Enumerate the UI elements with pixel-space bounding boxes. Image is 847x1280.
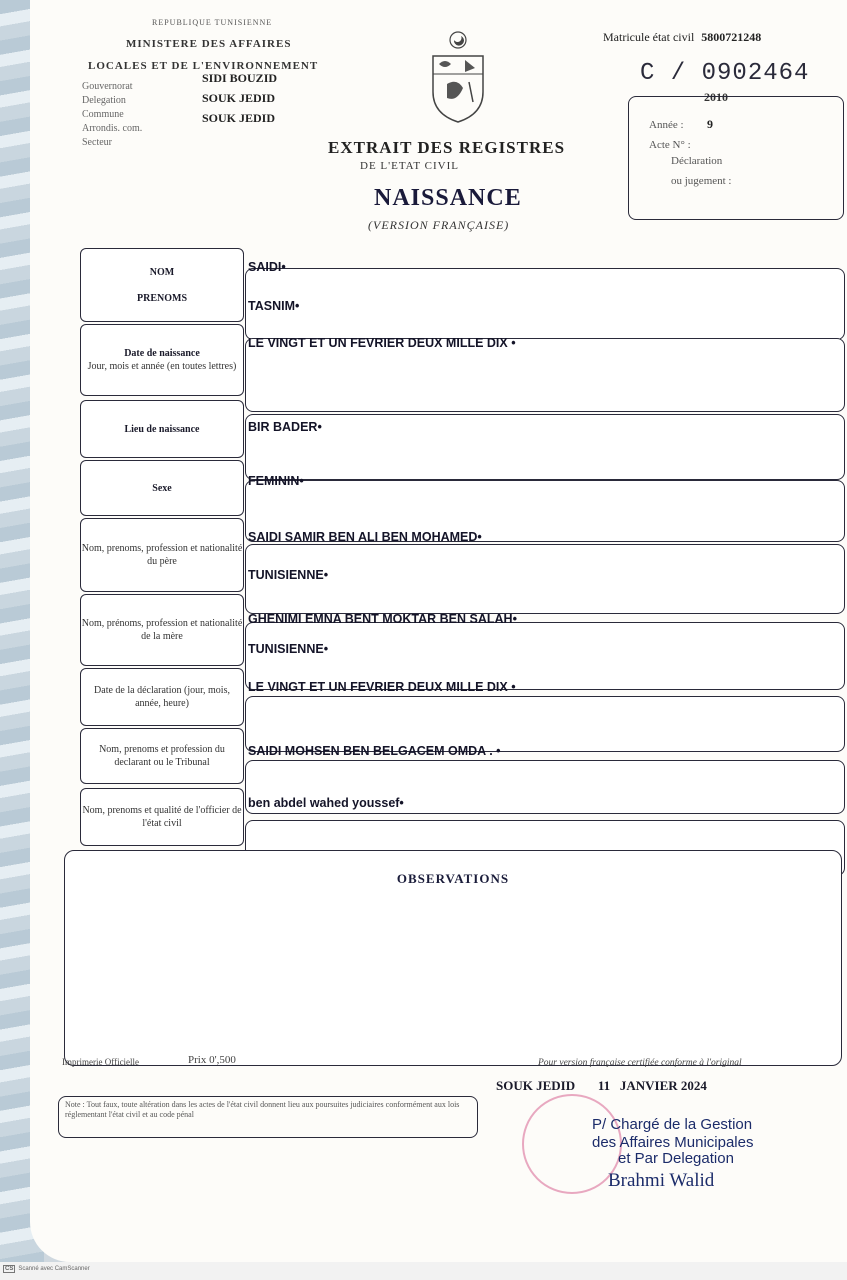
label-declarant-text: Nom, prenoms et profession du declarant ou le Tribunal <box>99 744 225 768</box>
label-date-naissance-sub: Jour, mois et année (en toutes lettres) <box>87 361 237 372</box>
serial-number: C / 0902464 <box>640 60 810 87</box>
value-pere-nationalite: TUNISIENNE• <box>248 568 329 582</box>
label-date-naissance <box>80 324 244 396</box>
label-officier <box>80 788 244 846</box>
commune-label: Commune <box>82 109 124 120</box>
label-lieu-naissance-text: Lieu de naissance <box>124 423 200 435</box>
signatory-line3: et Par Delegation <box>618 1150 734 1167</box>
label-prenoms: PRENOMS <box>137 292 187 304</box>
value-box-lieu <box>245 414 845 480</box>
value-officier: ben abdel wahed youssef• <box>248 796 404 810</box>
value-nom: SAIDI• <box>248 260 286 274</box>
ministry-line2: LOCALES ET DE L'ENVIRONNEMENT <box>88 60 319 72</box>
value-lieu-naissance: BIR BADER• <box>248 420 322 434</box>
value-mere-nationalite: TUNISIENNE• <box>248 642 329 656</box>
legal-note: Note : Tout faux, toute altération dans les actes de l'état civil donnent lieu aux poursuites judiciaires conformément aux lois réglementant l'état civil et au code pénal <box>58 1096 478 1138</box>
value-box-pere <box>245 544 845 614</box>
label-pere <box>80 518 244 592</box>
prix-label: Prix 0',500 <box>188 1054 236 1066</box>
label-sexe <box>80 460 244 516</box>
value-box-nom <box>245 268 845 340</box>
value-declaration: LE VINGT ET UN FEVRIER DEUX MILLE DIX • <box>248 680 516 694</box>
observations-title: OBSERVATIONS <box>396 871 510 886</box>
admin-labels <box>82 80 142 150</box>
title-line2: DE L'ETAT CIVIL <box>360 160 459 172</box>
label-officier-text: Nom, prenoms et qualité de l'officier de l'état civil <box>82 805 242 829</box>
arrondissement-label: Arrondis. com. <box>82 123 143 134</box>
matricule <box>603 30 761 45</box>
label-lieu-naissance <box>80 400 244 458</box>
value-declarant: SAIDI MOHSEN BEN BELGACEM OMDA . • <box>248 744 501 758</box>
tunisia-emblem-icon <box>425 30 491 126</box>
delegation-value: SOUK JEDID <box>202 91 276 105</box>
annee-value: 9 <box>707 117 713 131</box>
title-line1: EXTRAIT DES REGISTRES <box>328 138 566 157</box>
delegation-label: Delegation <box>82 95 126 106</box>
scanner-bar <box>0 1262 847 1280</box>
camscanner-icon: CS <box>5 1266 14 1272</box>
label-declarant <box>80 728 244 784</box>
label-declaration-text: Date de la déclaration (jour, mois, année, heure) <box>94 685 230 709</box>
scanner-watermark <box>3 1266 90 1272</box>
secteur-label: Secteur <box>82 137 112 148</box>
observations-box <box>64 850 842 1066</box>
declaration-label: Déclaration <box>671 155 723 167</box>
label-sexe-text: Sexe <box>152 482 172 494</box>
matricule-label: Matricule état civil <box>603 30 695 44</box>
signatory-line2: des Affaires Municipales <box>592 1134 754 1151</box>
label-mere <box>80 594 244 666</box>
signatory-line1: P/ Chargé de la Gestion <box>592 1116 753 1133</box>
title-main: NAISSANCE <box>374 185 522 211</box>
label-declaration <box>80 668 244 726</box>
label-nom: NOM <box>149 266 175 278</box>
gouvernorat-value: SIDI BOUZID <box>202 71 278 85</box>
signatory-name: Brahmi Walid <box>608 1170 715 1191</box>
jugement-label: ou jugement : <box>671 175 732 187</box>
place-date: SOUK JEDID 11 JANVIER 2024 <box>496 1078 707 1093</box>
scanner-text: Scanné avec CamScanner <box>18 1266 90 1272</box>
label-pere-text: Nom, prenoms, profession et nationalité du père <box>81 543 243 567</box>
acte-box <box>628 96 844 220</box>
value-prenoms: TASNIM• <box>248 299 300 313</box>
label-mere-text: Nom, prénoms, profession et nationalité de la mère <box>81 618 243 642</box>
republic-label: REPUBLIQUE TUNISIENNE <box>152 18 273 27</box>
label-date-naissance-bold: Date de naissance <box>124 348 200 359</box>
label-nom-prenoms <box>80 248 244 322</box>
acte-label: Acte N° : <box>649 139 691 151</box>
title-version: (VERSION FRANÇAISE) <box>368 218 510 232</box>
ministry-line1: MINISTERE DES AFFAIRES <box>126 38 292 50</box>
value-date-naissance: LE VINGT ET UN FEVRIER DEUX MILLE DIX • <box>248 336 516 350</box>
commune-value: SOUK JEDID <box>202 111 276 125</box>
year-top: 2010 <box>704 90 728 104</box>
value-mere: GHENIMI EMNA BENT MOKTAR BEN SALAH• <box>248 612 517 626</box>
gouvernorat-label: Gouvernorat <box>82 81 133 92</box>
value-pere: SAIDI SAMIR BEN ALI BEN MOHAMED• <box>248 530 482 544</box>
annee-label: Année : <box>649 119 684 131</box>
imprimerie-label: Imprimerie Officielle <box>62 1057 140 1067</box>
matricule-value: 5800721248 <box>701 30 762 44</box>
admin-values <box>202 68 277 128</box>
value-sexe: FEMININ• <box>248 474 304 488</box>
certifie-label: Pour version française certifiée conforme à l'original <box>538 1058 742 1068</box>
